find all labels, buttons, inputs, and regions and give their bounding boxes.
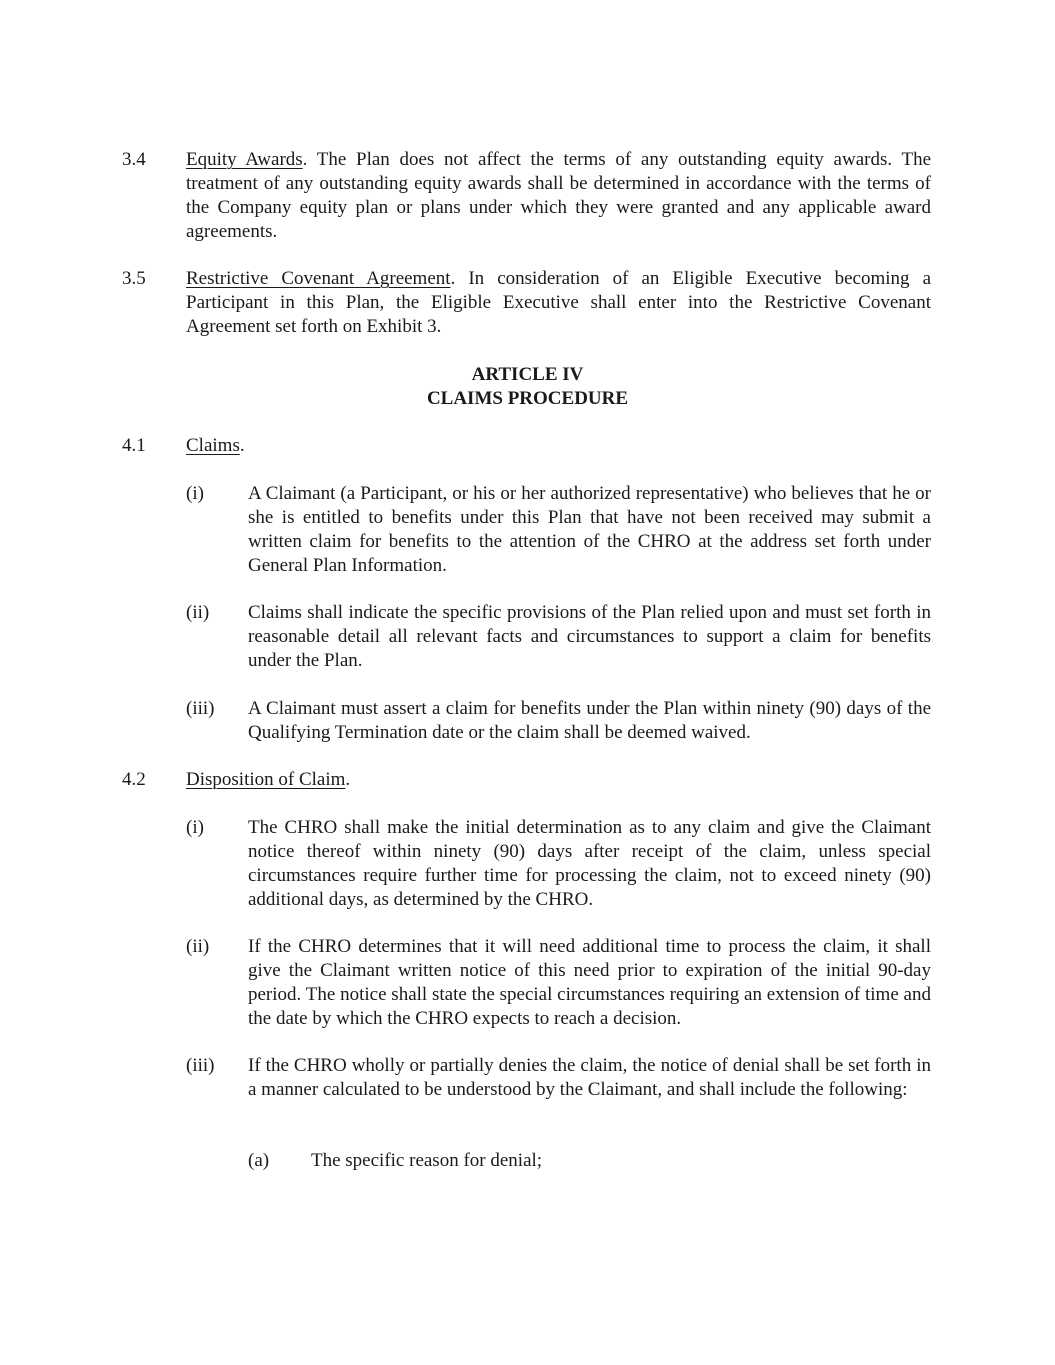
item-text: A Claimant (a Participant, or his or her authorized representative) who believes that he or she is entitled to benefits under this Plan that have not been received may submit a written claim for benefits to the attention of the CHRO at the address set forth under General Plan Information. (248, 483, 931, 576)
item-text: The CHRO shall make the initial determination as to any claim and give the Claimant notice thereof within ninety (90) days after receipt of the claim, unless special circumstances require further time for processing the claim, not to exceed ninety (90) additional days, as determined by the CHRO. (248, 817, 931, 910)
section-title: Restrictive Covenant Agreement (186, 268, 451, 289)
section-number: 3.4 (122, 149, 146, 170)
section-title-period: . (239, 435, 245, 456)
section-number: 4.2 (122, 769, 146, 790)
item-text: If the CHRO determines that it will need additional time to process the claim, it shall give the Claimant written notice of this need prior to expiration of the initial 90-day period. The notice shall state the special circumstances requiring an extension of time and the date by which the CHRO expects to reach a decision. (248, 936, 931, 1029)
item-text: A Claimant must assert a claim for benefits under the Plan within ninety (90) days of the Qualifying Termination date or the claim shall be deemed waived. (248, 698, 931, 743)
section-heading (186, 434, 245, 458)
item-label: (iii) (186, 698, 215, 719)
item-label: (ii) (186, 936, 210, 957)
item-label: (i) (186, 483, 204, 504)
article-number: ARTICLE IV (471, 364, 584, 385)
item-text: The specific reason for denial; (311, 1150, 543, 1171)
section-number: 3.5 (122, 268, 146, 289)
section-body (186, 148, 931, 244)
item-label: (a) (248, 1150, 270, 1171)
section-number: 4.1 (122, 435, 146, 456)
section-text: . The Plan does not affect the terms of any outstanding equity awards. The treatment of any outstanding equity awards shall be determined in accordance with the terms of the Company equity plan or plans under which they were granted and any applicable award agreements. (186, 149, 932, 242)
article-heading (0, 363, 1055, 411)
section-title: Disposition of Claim (186, 769, 346, 790)
section-text: . In consideration of an Eligible Executive becoming a Participant in this Plan, the Eligible Executive shall enter into the Restrictive Covenant Agreement set forth on Exhibit 3. (186, 268, 932, 337)
section-heading (186, 768, 350, 792)
section-title: Equity Awards (186, 149, 303, 170)
section-title-period: . (345, 769, 351, 790)
article-title: CLAIMS PROCEDURE (426, 388, 629, 409)
section-title: Claims (186, 435, 240, 456)
item-label: (i) (186, 817, 204, 838)
item-text: Claims shall indicate the specific provisions of the Plan relied upon and must set forth in reasonable detail all relevant facts and circumstances to support a claim for benefits under the Plan. (248, 602, 931, 671)
item-label: (ii) (186, 602, 210, 623)
section-body (186, 267, 931, 339)
item-label: (iii) (186, 1055, 215, 1076)
item-text: If the CHRO wholly or partially denies the claim, the notice of denial shall be set forth in a manner calculated to be understood by the Claimant, and shall include the following: (248, 1055, 931, 1100)
